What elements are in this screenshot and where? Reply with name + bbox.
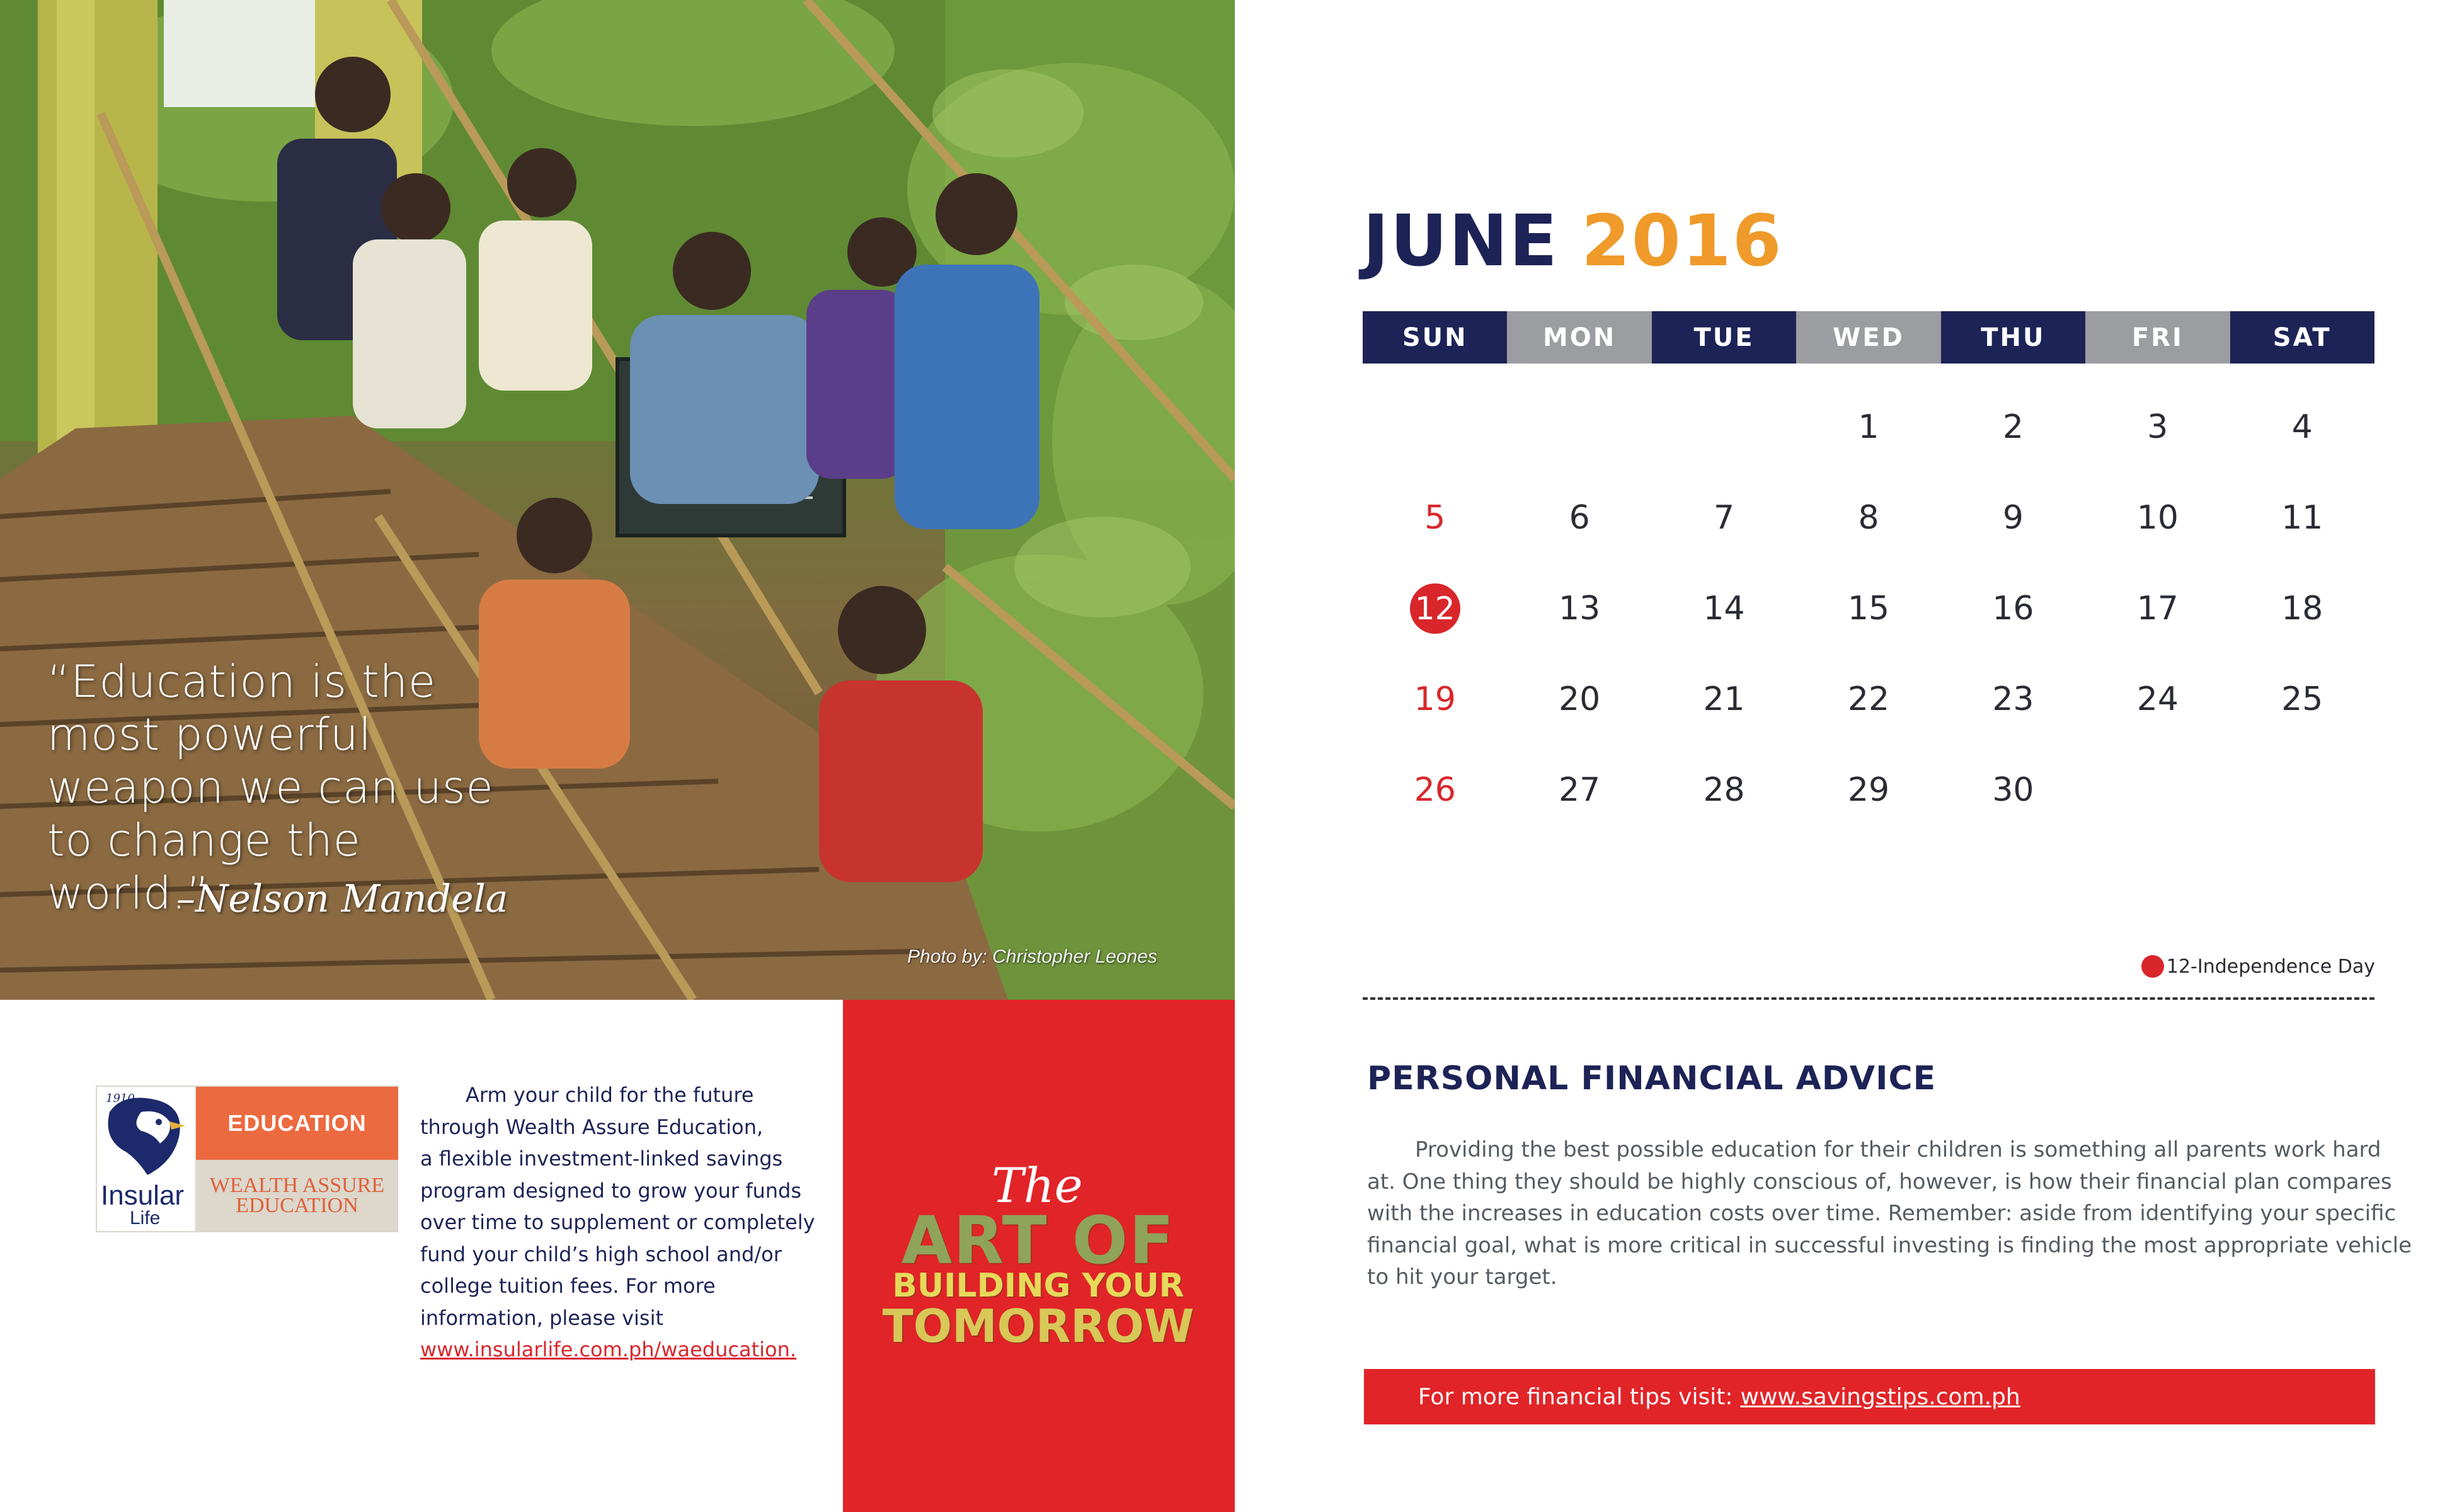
date-cell: 5	[1424, 499, 1446, 537]
weekday-fri: FRI	[2085, 311, 2230, 364]
quote-line: “Education is the	[47, 656, 437, 707]
ad-line: over time to supplement or completely	[420, 1210, 815, 1234]
calendar-title	[1363, 200, 1783, 282]
advice-line: financial goal, what is more critical in successful investing is finding the most appropriate vehicle	[1367, 1232, 2412, 1258]
empty-date-cell	[2230, 745, 2374, 835]
dashed-divider	[1363, 997, 2374, 1000]
logo-year: 1910	[106, 1092, 135, 1105]
wealth-assure-line: EDUCATION	[236, 1193, 358, 1217]
wealth-assure-label	[196, 1160, 398, 1231]
ad-line: fund your child’s high school and/or	[420, 1242, 782, 1266]
date-cell: 30	[1992, 771, 2034, 809]
insular-life-logo	[96, 1085, 398, 1232]
date-cell: 17	[2136, 590, 2179, 627]
date-cell: 20	[1559, 680, 1601, 718]
date-cell: 15	[1847, 590, 1890, 627]
holiday-date-marker: 12	[1410, 583, 1460, 634]
eagle-logo-icon	[97, 1087, 195, 1231]
date-cell: 16	[1992, 590, 2034, 627]
calendar-month: JUNE	[1363, 200, 1559, 282]
art-of-building-panel	[843, 1000, 1235, 1512]
weekday-thu: THU	[1941, 311, 2085, 364]
ad-line: information, please visit	[420, 1305, 663, 1330]
wealth-assure-line: WEALTH ASSURE	[209, 1173, 385, 1197]
empty-date-cell	[1652, 382, 1796, 472]
advice-line: with the increases in education costs over time. Remember: aside from identifying your specific	[1367, 1201, 2397, 1226]
date-cell: 6	[1569, 499, 1590, 537]
date-cell: 18	[2281, 590, 2323, 627]
empty-date-cell	[1507, 382, 1651, 472]
ad-line: through Wealth Assure Education,	[420, 1114, 764, 1139]
date-cell: 8	[1858, 499, 1879, 537]
quote-line: weapon we can use	[47, 762, 494, 813]
financial-tips-bar	[1364, 1369, 2375, 1424]
date-cell: 26	[1414, 771, 1456, 809]
weekday-header	[1363, 311, 2374, 364]
empty-date-cell	[2085, 745, 2230, 835]
empty-date-cell	[1363, 382, 1507, 472]
date-cell: 2	[2002, 408, 2024, 446]
date-cell: 14	[1703, 590, 1745, 627]
date-cell: 25	[2281, 680, 2323, 718]
weekday-mon: MON	[1507, 311, 1651, 364]
art-line-2: BUILDING YOUR	[892, 1267, 1184, 1305]
quote-line: to change the world.”	[47, 815, 361, 919]
insularlife-link[interactable]: www.insularlife.com.ph/waeducation.	[420, 1337, 797, 1361]
weekday-tue: TUE	[1652, 311, 1796, 364]
tips-label: For more financial tips visit:	[1418, 1383, 1733, 1410]
weekday-sun: SUN	[1363, 311, 1507, 364]
holiday-dot-icon	[2141, 955, 2164, 978]
date-cell	[1363, 563, 1507, 654]
holiday-legend-text: 12-Independence Day	[2166, 955, 2375, 978]
advice-line: to hit your target.	[1367, 1264, 1557, 1290]
advice-line: at. One thing they should be highly conscious of, however, is how their financial plan compares	[1367, 1169, 2392, 1194]
date-cell: 27	[1559, 771, 1601, 809]
date-cell: 7	[1714, 499, 1735, 537]
ad-description	[420, 1079, 823, 1366]
date-cell: 21	[1703, 680, 1745, 718]
art-the-text: The	[992, 1157, 1083, 1213]
date-cell: 23	[1992, 680, 2034, 718]
calendar-year: 2016	[1581, 200, 1783, 282]
date-cell: 1	[1858, 408, 1879, 446]
advice-body	[1367, 1134, 2412, 1293]
date-cell: 3	[2147, 408, 2168, 446]
date-cell: 24	[2136, 680, 2179, 718]
weekday-wed: WED	[1796, 311, 1940, 364]
date-cell: 9	[2002, 499, 2024, 537]
date-cell: 10	[2136, 499, 2179, 537]
quote-line: most powerful	[47, 709, 372, 760]
ad-line: college tuition fees. For more	[420, 1274, 716, 1298]
ad-line: Arm your child for the future	[466, 1083, 754, 1107]
advice-line: Providing the best possible education for their children is something all parents work hard	[1415, 1137, 2381, 1162]
advice-title: PERSONAL FINANCIAL ADVICE	[1367, 1060, 1937, 1097]
date-cell: 19	[1414, 680, 1456, 718]
art-line-1: ART OF	[901, 1202, 1176, 1279]
logo-name: Insular	[101, 1180, 185, 1211]
calendar-date-grid	[1363, 382, 2374, 835]
holiday-legend	[2141, 955, 2375, 978]
date-cell: 28	[1703, 771, 1745, 809]
quote-attribution: –Nelson Mandela	[176, 877, 508, 921]
date-cell: 22	[1847, 680, 1890, 718]
weekday-sat: SAT	[2230, 311, 2374, 364]
ad-line: a flexible investment-linked savings	[420, 1147, 783, 1171]
cover-photo	[0, 0, 1235, 1000]
ad-line: program designed to grow your funds	[420, 1178, 802, 1203]
savingstips-link[interactable]: www.savingstips.com.ph	[1740, 1383, 2020, 1410]
date-cell: 13	[1559, 590, 1601, 627]
photo-credit: Photo by: Christopher Leones	[907, 946, 1157, 967]
date-cell: 29	[1847, 771, 1890, 809]
art-line-3: TOMORROW	[882, 1300, 1194, 1353]
date-cell: 4	[2291, 408, 2313, 446]
date-cell: 11	[2281, 499, 2323, 537]
education-label: EDUCATION	[196, 1087, 398, 1160]
logo-life: Life	[130, 1208, 161, 1228]
art-of-building-logo	[868, 1202, 1208, 1353]
